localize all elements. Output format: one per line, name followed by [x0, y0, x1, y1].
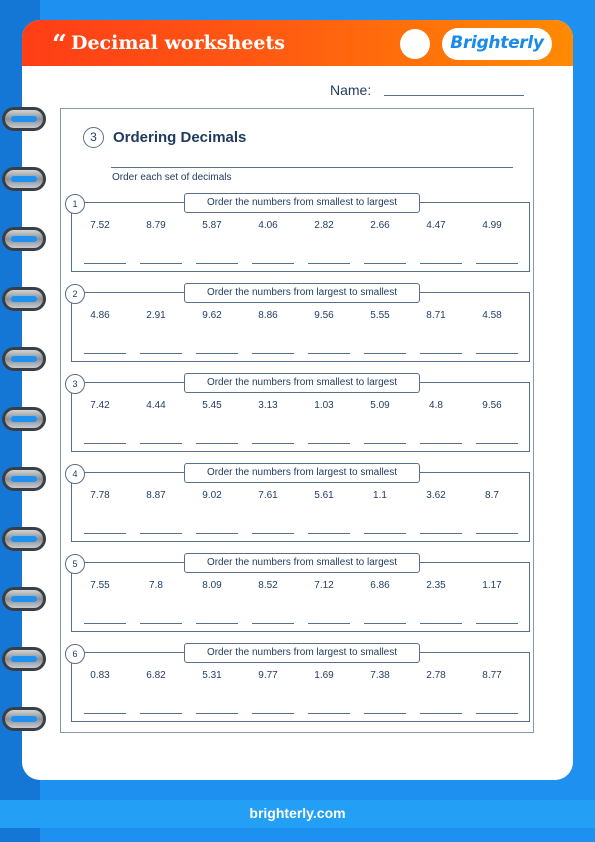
answer-blank[interactable] — [420, 623, 462, 624]
footer-url[interactable]: brighterly.com — [249, 805, 346, 821]
decimal-value: 7.38 — [370, 670, 390, 681]
answer-blank[interactable] — [420, 263, 462, 264]
decimal-set — [80, 220, 528, 234]
answer-blank[interactable] — [364, 263, 406, 264]
name-field — [330, 82, 530, 102]
answer-blank[interactable] — [476, 713, 518, 714]
decimal-value: 4.58 — [482, 310, 502, 321]
answer-blank[interactable] — [84, 533, 126, 534]
section-divider — [111, 167, 513, 168]
worksheet-title-text: Decimal worksheets — [70, 32, 285, 54]
decimal-value: 4.99 — [482, 220, 502, 231]
name-input-line[interactable] — [384, 95, 524, 96]
answer-blank[interactable] — [308, 443, 350, 444]
answer-blank[interactable] — [140, 443, 182, 444]
answer-blank[interactable] — [140, 263, 182, 264]
answer-blank[interactable] — [196, 353, 238, 354]
decimal-value: 1.69 — [314, 670, 334, 681]
exercise-sheet — [60, 108, 534, 733]
answer-blank[interactable] — [364, 623, 406, 624]
problem-instruction: Order the numbers from smallest to largest — [184, 373, 420, 393]
binding-ring — [2, 527, 46, 551]
answer-blank[interactable] — [308, 713, 350, 714]
decimal-value: 5.55 — [370, 310, 390, 321]
binding-ring — [2, 707, 46, 731]
answer-blank[interactable] — [476, 263, 518, 264]
decimal-value: 8.79 — [146, 220, 166, 231]
problem-instruction: Order the numbers from largest to smallest — [184, 643, 420, 663]
answer-blank[interactable] — [308, 623, 350, 624]
brand-logo-text: Brighterly — [450, 33, 544, 53]
decimal-value: 8.77 — [482, 670, 502, 681]
binding-ring — [2, 287, 46, 311]
decimal-value: 2.91 — [146, 310, 166, 321]
decimal-value: 4.44 — [146, 400, 166, 411]
decimal-value: 4.47 — [426, 220, 446, 231]
decimal-value: 2.35 — [426, 580, 446, 591]
answer-blank[interactable] — [476, 353, 518, 354]
worksheet-card — [22, 20, 573, 780]
decimal-value: 9.56 — [482, 400, 502, 411]
decimal-value: 1.17 — [482, 580, 502, 591]
decimal-value: 5.31 — [202, 670, 222, 681]
binding-ring — [2, 467, 46, 491]
answer-blank[interactable] — [196, 443, 238, 444]
decimal-value: 5.45 — [202, 400, 222, 411]
decimal-value: 8.7 — [485, 490, 499, 501]
problem-number: 6 — [65, 644, 85, 664]
answer-blank[interactable] — [308, 353, 350, 354]
circle-button[interactable] — [400, 29, 430, 59]
header-banner — [22, 20, 573, 66]
answer-blank[interactable] — [364, 533, 406, 534]
decimal-value: 8.87 — [146, 490, 166, 501]
decimal-value: 5.87 — [202, 220, 222, 231]
answer-blank[interactable] — [252, 533, 294, 534]
binding-ring — [2, 407, 46, 431]
binding-ring — [2, 107, 46, 131]
decimal-value: 7.42 — [90, 400, 110, 411]
decimal-set — [80, 310, 528, 324]
problem-box — [71, 377, 530, 452]
answer-blank[interactable] — [252, 353, 294, 354]
name-label: Name: — [330, 82, 372, 98]
decimal-value: 2.82 — [314, 220, 334, 231]
brand-logo[interactable] — [442, 28, 552, 60]
section-title: Ordering Decimals — [113, 129, 247, 146]
answer-blank[interactable] — [140, 713, 182, 714]
answer-blank[interactable] — [84, 263, 126, 264]
decimal-value: 4.8 — [429, 400, 443, 411]
answer-blank[interactable] — [84, 353, 126, 354]
answer-blank[interactable] — [84, 443, 126, 444]
answer-blank[interactable] — [196, 713, 238, 714]
decimal-value: 7.61 — [258, 490, 278, 501]
decimal-value: 2.66 — [370, 220, 390, 231]
problem-number: 2 — [65, 284, 85, 304]
answer-blank[interactable] — [476, 443, 518, 444]
answer-blank[interactable] — [252, 713, 294, 714]
decimal-value: 7.12 — [314, 580, 334, 591]
answer-blank[interactable] — [364, 713, 406, 714]
decimal-value: 5.09 — [370, 400, 390, 411]
decimal-value: 6.82 — [146, 670, 166, 681]
problem-instruction: Order the numbers from smallest to largest — [184, 553, 420, 573]
answer-blank[interactable] — [364, 353, 406, 354]
binding-ring — [2, 647, 46, 671]
answer-blank[interactable] — [476, 623, 518, 624]
decimal-value: 7.55 — [90, 580, 110, 591]
decimal-value: 6.86 — [370, 580, 390, 591]
problem-box — [71, 557, 530, 632]
decimal-value: 7.78 — [90, 490, 110, 501]
quote-icon: “ — [52, 30, 67, 60]
answer-blank[interactable] — [196, 533, 238, 534]
decimal-value: 9.56 — [314, 310, 334, 321]
decimal-value: 8.71 — [426, 310, 446, 321]
decimal-value: 3.62 — [426, 490, 446, 501]
answer-blank[interactable] — [84, 713, 126, 714]
decimal-value: 2.78 — [426, 670, 446, 681]
decimal-value: 8.09 — [202, 580, 222, 591]
answer-blank[interactable] — [364, 443, 406, 444]
section-number: 3 — [83, 127, 104, 148]
answer-blank[interactable] — [308, 533, 350, 534]
answer-blank[interactable] — [252, 623, 294, 624]
decimal-value: 9.62 — [202, 310, 222, 321]
problem-box — [71, 647, 530, 722]
answer-blank[interactable] — [196, 263, 238, 264]
decimal-set — [80, 670, 528, 684]
decimal-value: 7.52 — [90, 220, 110, 231]
decimal-value: 4.86 — [90, 310, 110, 321]
decimal-value: 0.83 — [90, 670, 110, 681]
problem-instruction: Order the numbers from largest to smallest — [184, 463, 420, 483]
decimal-value: 8.52 — [258, 580, 278, 591]
decimal-set — [80, 490, 528, 504]
answer-blank[interactable] — [140, 623, 182, 624]
problem-box — [71, 197, 530, 272]
decimal-value: 9.77 — [258, 670, 278, 681]
decimal-value: 5.61 — [314, 490, 334, 501]
answer-blank[interactable] — [140, 533, 182, 534]
answer-blank[interactable] — [140, 353, 182, 354]
problem-number: 3 — [65, 374, 85, 394]
decimal-value: 7.8 — [149, 580, 163, 591]
problem-instruction: Order the numbers from smallest to largest — [184, 193, 420, 213]
decimal-value: 3.13 — [258, 400, 278, 411]
binding-ring — [2, 227, 46, 251]
binding-ring — [2, 347, 46, 371]
answer-blank[interactable] — [420, 533, 462, 534]
answer-blank[interactable] — [420, 353, 462, 354]
problem-number: 1 — [65, 194, 85, 214]
decimal-value: 1.03 — [314, 400, 334, 411]
worksheet-title — [52, 30, 285, 60]
decimal-value: 4.06 — [258, 220, 278, 231]
answer-blank[interactable] — [420, 443, 462, 444]
problem-box — [71, 467, 530, 542]
decimal-value: 9.02 — [202, 490, 222, 501]
answer-blank[interactable] — [252, 443, 294, 444]
section-subtitle: Order each set of decimals — [112, 172, 232, 183]
answer-blank[interactable] — [476, 533, 518, 534]
decimal-set — [80, 400, 528, 414]
binding-ring — [2, 167, 46, 191]
answer-blank[interactable] — [84, 623, 126, 624]
footer-bar — [0, 800, 595, 828]
decimal-set — [80, 580, 528, 594]
problem-box — [71, 287, 530, 362]
problem-instruction: Order the numbers from largest to smallest — [184, 283, 420, 303]
answer-blank[interactable] — [252, 263, 294, 264]
problem-number: 5 — [65, 554, 85, 574]
problem-number: 4 — [65, 464, 85, 484]
answer-blank[interactable] — [420, 713, 462, 714]
answer-blank[interactable] — [308, 263, 350, 264]
binding-ring — [2, 587, 46, 611]
decimal-value: 8.86 — [258, 310, 278, 321]
answer-blank[interactable] — [196, 623, 238, 624]
decimal-value: 1.1 — [373, 490, 387, 501]
